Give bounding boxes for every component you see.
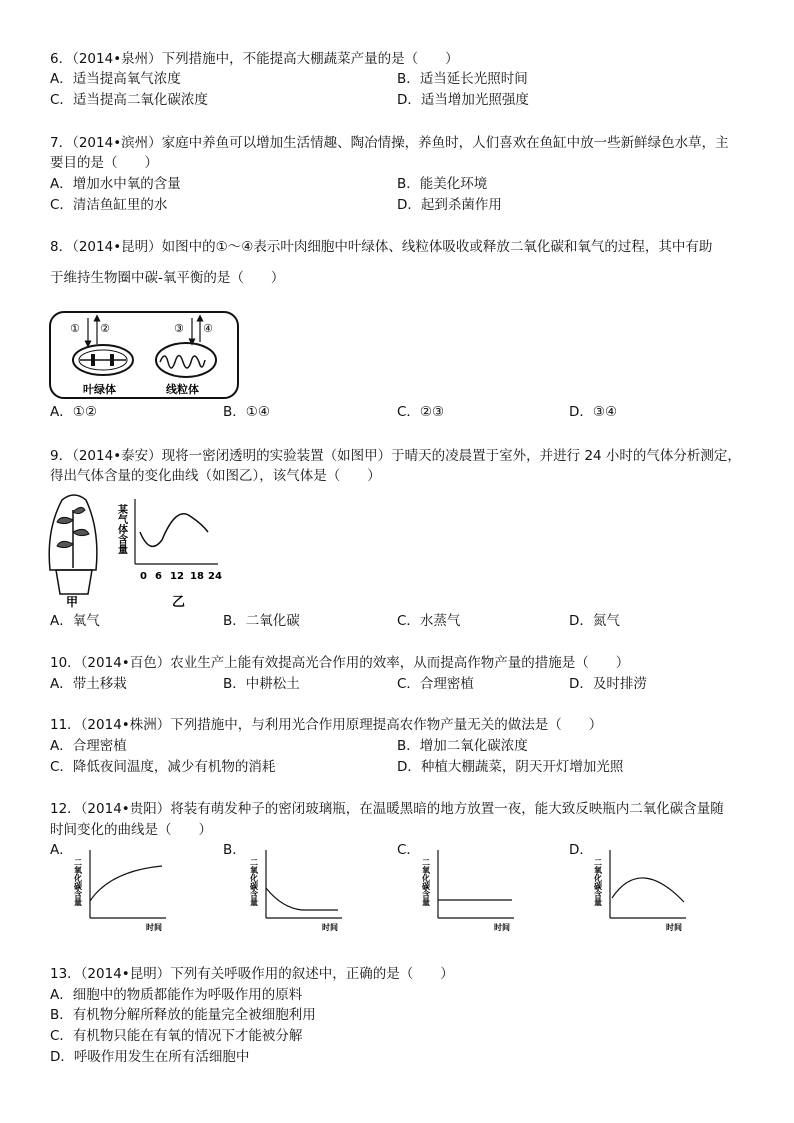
q11-stem: 11．（2014•株洲）下列措施中，与利用光合作用原理提高农作物产量无关的做法是（ ） — [50, 717, 603, 733]
q12-option-d-label: D． — [569, 842, 593, 858]
q13-option-c: C．有机物只能在有氧的情况下才能被分解 — [50, 1028, 303, 1044]
q11-option-a: A．合理密植 — [50, 738, 127, 754]
q6-option-c: C．适当提高二氧化碳浓度 — [50, 92, 208, 108]
q11-option-d: D．种植大棚蔬菜，阴天开灯增加光照 — [397, 759, 624, 775]
q12-graph-b — [246, 846, 356, 936]
svg-text:时间: 时间 — [494, 923, 510, 932]
q9-option-b: B．二氧化碳 — [223, 613, 300, 629]
q12-option-a-label: A． — [50, 842, 73, 858]
q7-stem-line1: 7．（2014•滨州）家庭中养鱼可以增加生活情趣、陶冶情操，养鱼时，人们喜欢在鱼缸中放一些新鲜绿色水草，主 — [50, 135, 729, 151]
q8-stem-line1: 8．（2014•昆明）如图中的①～④表示叶肉细胞中叶绿体、线粒体吸收或释放二氧化碳和氧气的过程，其中有助 — [50, 239, 713, 255]
q9-stem-line1: 9．（2014•泰安）现将一密闭透明的实验装置（如图甲）于晴天的凌晨置于室外，并进行 24 小时的气体分析测定， — [50, 448, 741, 464]
q12-graph-c — [418, 846, 528, 936]
q12-graph-d — [590, 846, 700, 936]
curve-d — [612, 878, 684, 902]
fig-label-4: ④ — [203, 322, 213, 335]
tick-24: 24 — [208, 571, 222, 582]
q10-stem: 10．（2014•百色）农业生产上能有效提高光合作用的效率，从而提高作物产量的措施是（ ） — [50, 655, 630, 671]
q10-option-d: D．及时排涝 — [569, 676, 647, 692]
gas-curve — [140, 514, 208, 547]
q13-option-d: D．呼吸作用发生在所有活细胞中 — [50, 1049, 250, 1065]
tick-18: 18 — [190, 571, 204, 582]
q9-option-c: C．水蒸气 — [397, 613, 461, 629]
q12-option-c-label: C． — [397, 842, 420, 858]
fig-label-3: ③ — [174, 322, 184, 335]
label-jia: 甲 — [66, 595, 79, 609]
q8-option-d: D．③④ — [569, 404, 618, 420]
svg-text:二氧化碳含量: 二氧化碳含量 — [73, 858, 83, 906]
mitochondrion-shape — [156, 343, 216, 377]
q13-stem: 13．（2014•昆明）下列有关呼吸作用的叙述中，正确的是（ ） — [50, 966, 454, 982]
q12-stem-line2: 时间变化的曲线是（ ） — [50, 822, 212, 838]
curve-b — [266, 888, 338, 910]
tick-0: 0 — [140, 571, 147, 582]
q11-option-c: C．降低夜间温度，减少有机物的消耗 — [50, 759, 276, 775]
q7-option-b: B．能美化环境 — [397, 176, 488, 192]
tick-6: 6 — [155, 571, 162, 582]
q7-option-a: A．增加水中氧的含量 — [50, 176, 181, 192]
svg-text:二氧化碳含量: 二氧化碳含量 — [249, 858, 259, 906]
fig-label-2: ② — [100, 322, 110, 335]
q6-option-b: B．适当延长光照时间 — [397, 71, 528, 87]
q8-option-c: C．②③ — [397, 404, 445, 420]
q11-option-b: B．增加二氧化碳浓度 — [397, 738, 528, 754]
q10-option-b: B．中耕松土 — [223, 676, 300, 692]
q7-option-d: D．起到杀菌作用 — [397, 197, 502, 213]
q13-option-a: A．细胞中的物质都能作为呼吸作用的原料 — [50, 987, 303, 1003]
svg-text:二氧化碳含量: 二氧化碳含量 — [421, 858, 431, 906]
q8-figure — [48, 310, 240, 400]
q9-figure-jia — [44, 490, 104, 610]
q10-option-c: C．合理密植 — [397, 676, 474, 692]
q6-option-a: A．适当提高氧气浓度 — [50, 71, 181, 87]
q8-option-a: A．①② — [50, 404, 97, 420]
q9-figure-yi — [115, 494, 228, 610]
q12-graph-a — [70, 846, 180, 936]
q9-option-d: D．氮气 — [569, 613, 620, 629]
q8-stem-line2: 于维持生物圈中碳-氧平衡的是（ ） — [50, 270, 285, 286]
ylabel: 某气体含量 — [115, 504, 127, 554]
q7-stem-line2: 要目的是（ ） — [50, 155, 158, 171]
q7-option-c: C．清洁鱼缸里的水 — [50, 197, 168, 213]
curve-a — [90, 866, 162, 901]
q6-stem: 6．（2014•泉州）下列措施中，不能提高大棚蔬菜产量的是（ ） — [50, 51, 459, 67]
q12-option-b-label: B． — [223, 842, 246, 858]
svg-text:二氧化碳含量: 二氧化碳含量 — [593, 858, 603, 906]
q6-option-d: D．适当增加光照强度 — [397, 92, 529, 108]
chloroplast-label: 叶绿体 — [83, 383, 116, 396]
svg-text:时间: 时间 — [146, 923, 162, 932]
tick-12: 12 — [170, 571, 184, 582]
label-yi: 乙 — [172, 595, 186, 610]
q10-option-a: A．带土移栽 — [50, 676, 127, 692]
q8-option-b: B．①④ — [223, 404, 270, 420]
q9-stem-line2: 得出气体含量的变化曲线（如图乙），该气体是（ ） — [50, 468, 381, 484]
svg-text:时间: 时间 — [666, 923, 682, 932]
q9-option-a: A．氧气 — [50, 613, 100, 629]
q13-option-b: B．有机物分解所释放的能量完全被细胞利用 — [50, 1007, 316, 1023]
q12-stem-line1: 12．（2014•贵阳）将装有萌发种子的密闭玻璃瓶，在温暖黑暗的地方放置一夜，能大致反映瓶内二氧化碳含量随 — [50, 801, 724, 817]
svg-text:时间: 时间 — [322, 923, 338, 932]
mitochondrion-label: 线粒体 — [166, 383, 199, 396]
fig-label-1: ① — [70, 322, 80, 335]
